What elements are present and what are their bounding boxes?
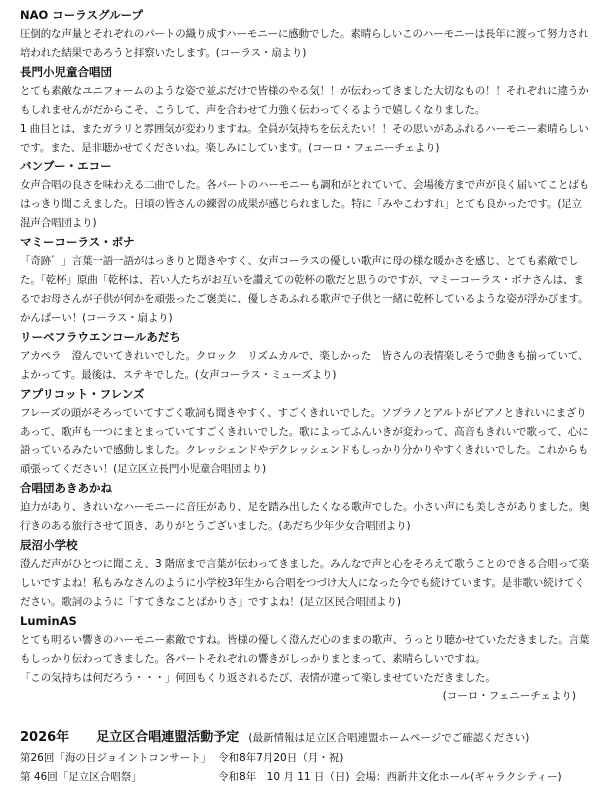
event-date: 令和8年 10 月 11 日（日) [218,771,350,783]
comment-section [20,479,590,536]
group-name: 合唱団あきあかね [20,481,112,496]
comment-text: 「奇跡゛」言葉一語一語がはっきりと聞きやすく、女声コーラスの優しい歌声に母の様な暖かさを感じ、とても素敵でした。「乾杯」原曲「乾杯は、若い人たちがお互いを讃えての乾杯の歌だと思うのですが、マミーコーラス・ボナさんは、まるでお母さんが子供が何かを頑張ったご褒美に、優しさあふれる歌声で子供と一緒に乾杯しているような姿が浮かびます。かんぱーい！(コーラス・扇より) [20,255,589,324]
comment-text: フレーズの頭がそろっていてすごく歌詞も聞きやすく、すごくきれいでした。ソプラノとアルトがピアノときれいにまざりあって、歌声も一つにまとまっていてすごくきれいでした。歌によってふんいきが変わって、高音もきれいで歌って、心に語っているみたいで感動しました。クレッシェンドやデクレッシェンドもしっかり分かりやすくきれいでした。これからも頑張ってください！(足立区立長門小児童合唱団より) [20,406,589,476]
schedule-section [20,725,595,787]
schedule-note: (最新情報は足立区合唱連盟ホームページでご確認ください) [248,732,530,744]
comment-section [20,612,590,706]
group-name: バンブー・エコー [20,159,112,174]
event-name: 第 46回「足立区合唱祭」 [20,771,142,783]
group-name: マミーコーラス・ボナ [20,235,135,250]
comment-text: 澄んだ声がひとつに聞こえ、3 階席まで言葉が伝わってきました。みんなで声と心をそろえて歌うことのできる合唱って楽しいですよね！私もみなさんのように小学校3年生から合唱をつづけ大人になった今でも続けています。是非歌い続けてください。歌詞のように「すてきなことばかりさ」ですよね！(足立区民合唱団より) [20,558,589,608]
event-date: 令和8年7月20日（月・祝) [218,752,344,764]
group-name: 長門小児童合唱団 [20,64,112,79]
comments-list [20,6,590,705]
comment-section [20,385,590,480]
comment-section [20,157,590,233]
group-name: NAO コーラスグループ [20,8,144,22]
schedule-year: 2026年 [20,730,70,745]
comment-text: 圧倒的な声量とそれぞれのパートの織り成すハーモニーに感動でした。素晴らしいこのハーモニーは長年に渡って努力され培われた結果であろうと拝察いたします。(コーラス・扇より) [20,28,589,59]
comment-section [20,63,590,158]
group-name: LuminAS [20,613,77,628]
schedule-event [20,749,595,768]
schedule-title: 足立区合唱連盟活動予定 [96,730,240,745]
comment-section [20,536,590,612]
comment-section [20,328,590,385]
comment-section [20,233,590,328]
comment-signature: (コーロ・フェニーチェより) [442,690,576,703]
group-name: 辰沼小学校 [20,538,78,553]
event-name: 第26回「海の日ジョイントコンサート」 [20,752,212,764]
schedule-event [20,768,595,787]
group-name: アプリコット・フレンズ [20,386,145,401]
comment-section [20,6,590,63]
comment-text: とても素敵なユニフォームのような姿で並ぶだけで皆様のやる気！！が伝わってきました大切なもの！！それぞれに違うかもしれませんがだからこそ、こうして、声を合わせて力強く伝わってくるようで嬉しくなりました。 1 曲目とは、またガラリと雰囲気が変わりますね。全員が気持ちを伝えたい！！その思いがあふれるハーモニー素晴らしいです。また、是非聴かせてくださいね。楽しみにしています。(コーロ・フェニーチェより) [20,84,589,154]
comment-text: 迫力があり、きれいなハーモニーに音圧があり、足を踏み出したくなる歌声でした。小さい声にも美しさがありました。奥行きのある旅行させて頂き、ありがとうございました。(あだち少年少女合唱団より) [20,501,590,533]
event-venue: 会場：西新井文化ホール(ギャラクシティー) [355,771,562,783]
comment-text: アカペラ 澄んでいてきれいでした。クロック リズムカルで、楽しかった 皆さんの表情楽しそうで動きも揃っていて、よかってす。最後は、ステキでした。(女声コーラス・ミューズより) [20,349,589,381]
group-name: リーベフラウエンコールあだち [20,329,181,344]
comment-text: とても明るい響きのハーモニー素敵ですね。皆様の優しく澄んだ心のままの歌声、うっとり聴かせていただきました。言葉もしっかり伝わってきました。各パートそれぞれの響きがしっかりまとまって、素晴らしいですね。 「この気持ちは何だろう・・・」何回もくり返されるたび、表情が違って楽しませていただきました。 [20,633,590,684]
schedule-header [20,725,595,749]
comment-text: 女声合唱の良さを味わえる二曲でした。各パートのハーモニーも調和がとれていて、会場後方まで声が良く届いてことばもはっきり聞こえました。日頃の皆さんの練習の成果が感じられました。特に「みやこわすれ」とても良かったです。(足立混声合唱団より) [20,179,590,230]
